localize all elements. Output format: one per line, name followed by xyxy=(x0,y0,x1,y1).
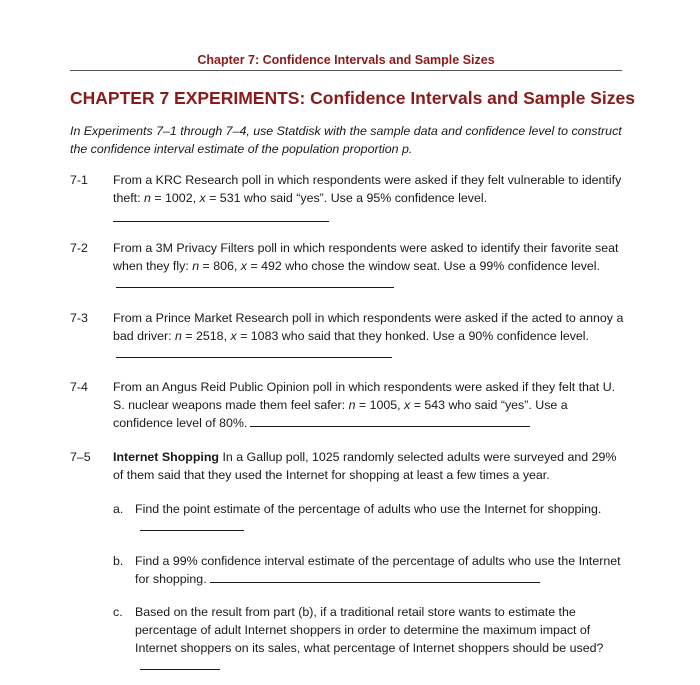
exercise-number: 7–5 xyxy=(70,450,91,464)
exercise-7-2 xyxy=(70,239,630,293)
part-text-content: Find a 99% confidence interval estimate of the percentage of adults who use the Internet for shopping. xyxy=(135,554,621,586)
x-value: = 531 who said “yes”. Use a 95% confidence level. xyxy=(205,191,488,205)
n-value: = 2518, xyxy=(181,329,231,343)
exercise-text xyxy=(113,171,628,207)
n-symbol: n xyxy=(144,191,151,205)
part-text xyxy=(135,500,623,536)
part-c xyxy=(113,603,623,675)
intro-instructions: In Experiments 7–1 through 7–4, use Statdisk with the sample data and confidence level to construct the confidence interval estimate of the population proportion p. xyxy=(70,124,622,156)
part-b xyxy=(113,552,623,588)
exercise-number: 7-4 xyxy=(70,380,88,394)
part-text xyxy=(135,603,623,675)
exercise-text xyxy=(113,448,628,484)
n-value: = 1005, xyxy=(355,398,405,412)
part-text xyxy=(135,552,623,588)
answer-blank[interactable] xyxy=(210,570,540,583)
x-value: = 1083 who said that they honked. Use a 90% confidence level. xyxy=(236,329,590,343)
n-symbol: n xyxy=(174,329,182,343)
exercise-7-3 xyxy=(70,309,630,363)
running-header: Chapter 7: Confidence Intervals and Sample Sizes xyxy=(197,53,495,67)
n-value: = 1002, xyxy=(150,191,200,205)
answer-blank[interactable] xyxy=(116,275,394,288)
n-symbol: n xyxy=(192,259,200,273)
header-rule xyxy=(70,70,622,71)
exercise-text-a: From a KRC Research poll in which respondents were asked if they felt vulnerable to identify theft: xyxy=(113,173,622,205)
n-symbol: n xyxy=(348,398,356,412)
exercise-text xyxy=(113,378,628,432)
exercise-text-a: From a 3M Privacy Filters poll in which respondents were asked to identify their favorite seat when they fly: xyxy=(113,241,619,273)
answer-blank[interactable] xyxy=(140,657,220,670)
x-symbol: x xyxy=(230,329,237,343)
exercise-7-1 xyxy=(70,171,630,222)
exercise-body: In a Gallup poll, 1025 randomly selected adults were surveyed and 29% of them said that they used the Internet for shopping at least a few times a year. xyxy=(113,450,617,482)
n-value: = 806, xyxy=(199,259,241,273)
exercise-number: 7-3 xyxy=(70,311,88,325)
exercise-text xyxy=(113,239,628,293)
exercise-text xyxy=(113,309,628,363)
part-a xyxy=(113,500,623,536)
part-label: a. xyxy=(113,502,124,516)
chapter-title: CHAPTER 7 EXPERIMENTS: Confidence Intervals and Sample Sizes xyxy=(70,88,635,108)
x-symbol: x xyxy=(240,259,247,273)
answer-blank[interactable] xyxy=(116,345,392,358)
exercise-7-4 xyxy=(70,378,630,432)
exercise-heading: Internet Shopping xyxy=(113,450,219,464)
x-symbol: x xyxy=(404,398,411,412)
part-text-content: Find the point estimate of the percentage of adults who use the Internet for shopping. xyxy=(135,502,602,516)
part-label: c. xyxy=(113,605,123,619)
x-symbol: x xyxy=(199,191,206,205)
exercise-number: 7-1 xyxy=(70,173,88,187)
part-label: b. xyxy=(113,554,124,568)
exercise-text-a: From an Angus Reid Public Opinion poll in which respondents were asked if they felt that U. S. nuclear weapons made them feel safer: xyxy=(113,380,616,412)
answer-blank[interactable] xyxy=(250,414,530,427)
exercise-number: 7-2 xyxy=(70,241,88,255)
answer-blank[interactable] xyxy=(140,518,244,531)
exercise-text-a: From a Prince Market Research poll in which respondents were asked if the acted to annoy a bad driver: xyxy=(113,311,624,343)
x-value: = 492 who chose the window seat. Use a 99% confidence level. xyxy=(247,259,601,273)
exercise-7-5 xyxy=(70,448,630,484)
x-value: = 543 who said “yes”. Use a confidence level of 80%. xyxy=(113,398,568,430)
answer-blank[interactable] xyxy=(113,207,329,222)
part-text-content: Based on the result from part (b), if a traditional retail store wants to estimate the percentage of adult Internet shoppers in order to determine the maximum impact of Internet shoppers on its sales, what percentage of Internet shoppers should be used? xyxy=(135,605,604,655)
